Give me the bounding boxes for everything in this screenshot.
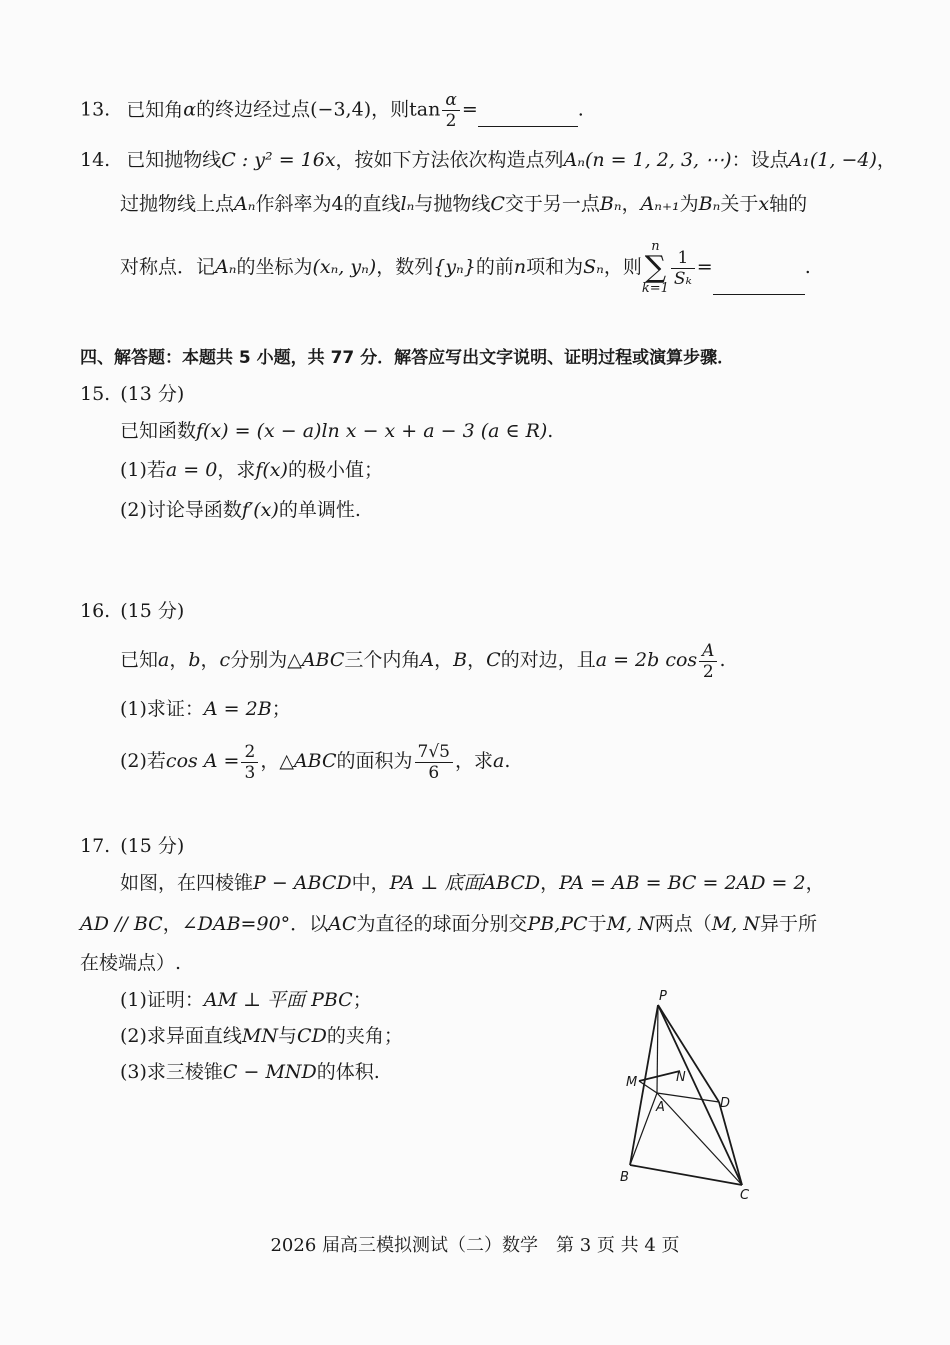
question-16-part-1: (1)求证：A = 2B； [120, 698, 291, 720]
answer-blank[interactable] [713, 246, 805, 295]
label-B: B [620, 1170, 629, 1185]
question-14-line-2: 过抛物线上点Aₙ作斜率为4的直线lₙ与抛物线C交于另一点Bₙ，Aₙ₊₁为Bₙ关于x轴的 [120, 193, 808, 215]
label-M: M [626, 1075, 638, 1090]
question-17-line-1: 如图，在四棱锥P − ABCD中，PA ⊥ 底面ABCD，PA = AB = BC = 2AD = 2， [120, 872, 825, 894]
fraction: $\frac{1}{\text{Sₖ}}$ [671, 248, 695, 289]
question-15-stem: 已知函数f(x) = (x − a)ln x − x + a − 3 (a ∈ R). [120, 420, 554, 442]
answer-blank[interactable] [478, 100, 578, 127]
label-P: P [659, 989, 667, 1004]
label-N: N [676, 1070, 686, 1085]
question-16-stem: 已知a，b，c分别为△ABC三个内角A，B，C的对边，且a = 2b cos $\frac{A}{2}$ . [120, 640, 726, 682]
question-15-header [80, 381, 184, 407]
section-heading: 四、解答题：本题共 5 小题，共 77 分．解答应写出文字说明、证明过程或演算步骤． [80, 348, 735, 368]
edge-AD [657, 1093, 719, 1102]
question-17-line-3: 在棱端点）. [80, 952, 182, 974]
question-number: 16. [80, 600, 111, 622]
question-17-line-2: AD // BC，∠DAB=90°．以AC为直径的球面分别交PB,PC于M, N两点（M, N异于所 [80, 913, 817, 935]
question-14-line-1: 14. 已知抛物线C : y² = 16x，按如下方法依次构造点列Aₙ(n = 1, 2, 3, ⋯)：设点A₁(1, −4)， [80, 149, 896, 171]
question-score: (15 分) [120, 600, 185, 622]
question-17-part-3: (3)求三棱锥C − MND的体积. [120, 1061, 380, 1083]
question-17-part-1: (1)证明：AM ⊥ 平面 PBC； [120, 989, 372, 1011]
fraction: $\frac{2}{3}$ [241, 742, 258, 783]
question-number: 17. [80, 835, 111, 857]
label-D: D [720, 1096, 731, 1111]
question-score: (15 分) [120, 835, 185, 857]
question-16-header [80, 598, 184, 624]
fraction: $\frac{\alpha}{2}$ [442, 90, 459, 131]
summation: n ∑ k=1 [641, 239, 669, 296]
fraction: $\frac{A}{2}$ [699, 641, 717, 682]
segment-AM [639, 1081, 657, 1093]
edge-AB [630, 1093, 657, 1165]
edge-PA [657, 1005, 658, 1093]
label-A: A [656, 1100, 665, 1115]
edge-BC [630, 1165, 742, 1185]
edge-PD [658, 1005, 719, 1102]
question-16-part-2: (2)若cos A = $\frac{2}{3}$ ，△ABC的面积为 $\frac{7√5}{6}$ ，求a. [120, 741, 511, 783]
question-15-part-2: (2)讨论导函数f′(x)的单调性. [120, 499, 361, 521]
pyramid-figure [610, 985, 780, 1215]
question-13: 13. 已知角α的终边经过点(−3,4)，则tan $\frac{\alpha}{2}$ = . [80, 90, 584, 131]
fraction: $\frac{7√5}{6}$ [415, 742, 453, 783]
question-number: 14. [80, 149, 111, 171]
question-14-line-3: 对称点．记Aₙ的坐标为(xₙ, yₙ)，数列{yₙ}的前n项和为Sₙ，则n ∑ k=1 $\frac{1}{\text{Sₖ}}$ = . [120, 239, 811, 296]
page-footer: 2026 届高三模拟测试（二）数学 第 3 页 共 4 页 [270, 1235, 680, 1256]
question-score: (13 分) [120, 383, 185, 405]
question-number: 15. [80, 383, 111, 405]
label-C: C [740, 1188, 750, 1203]
question-15-part-1: (1)若a = 0，求f(x)的极小值； [120, 459, 383, 481]
question-17-header [80, 833, 184, 859]
question-17-part-2: (2)求异面直线MN与CD的夹角； [120, 1025, 403, 1047]
question-number: 13. [80, 98, 111, 121]
